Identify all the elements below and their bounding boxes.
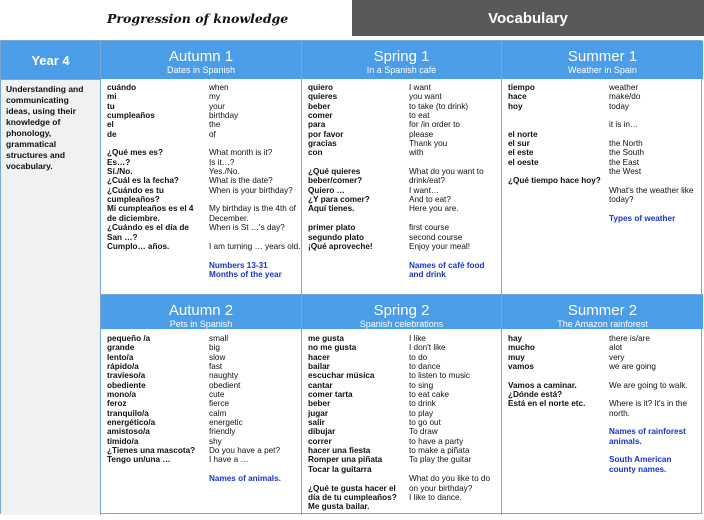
- english-word: for /in order to: [409, 120, 460, 130]
- term-header-spring1: [302, 41, 501, 79]
- spanish-word: ¡Qué aproveche!: [308, 241, 373, 251]
- spanish-word: obediente: [107, 380, 146, 390]
- english-word: We are going to walk.: [609, 380, 688, 390]
- spanish-word: Me gusta bailar.: [308, 502, 370, 512]
- english-vocab-list: [409, 334, 499, 502]
- spanish-word: hace: [508, 92, 527, 102]
- spanish-word: dibujar: [308, 427, 336, 437]
- tab-vocabulary[interactable]: [352, 0, 704, 36]
- divider: [301, 41, 302, 515]
- spanish-word: lento/a: [107, 352, 134, 362]
- english-word: Here you are.: [409, 204, 459, 214]
- term-header-autumn1: [101, 41, 301, 79]
- spanish-word: Vamos a caminar.: [508, 380, 577, 390]
- spacer: [508, 371, 608, 380]
- spanish-word: tranquilo/a: [107, 408, 149, 418]
- term-subtitle: Pets in Spanish: [169, 319, 233, 329]
- spanish-word: salir: [308, 418, 325, 428]
- english-word: What month is it?: [209, 148, 273, 158]
- spanish-word: amistoso/a: [107, 427, 150, 437]
- english-word: Enjoy your meal!: [409, 241, 470, 251]
- english-word: the West: [609, 167, 642, 177]
- term-header-spring2: [302, 295, 501, 329]
- english-word: when: [209, 83, 229, 92]
- spanish-word: tiempo: [508, 83, 535, 92]
- english-word: to have a party: [409, 436, 464, 446]
- spanish-word: Está en el norte etc.: [508, 399, 586, 409]
- english-word: slow: [209, 352, 226, 362]
- english-word: to take (to drink): [409, 101, 469, 111]
- english-word: And to eat?: [409, 195, 451, 205]
- side-description: Understanding and communicating ideas, using their knowledge of phonology, grammatical structures and vocabulary.: [1, 79, 100, 515]
- spacer: [107, 139, 203, 148]
- english-word: When is St …'s day?: [209, 223, 285, 233]
- spanish-word: Aquí tienes.: [308, 204, 355, 214]
- spanish-word: ¿Qué quieres beber/comer?: [308, 167, 363, 186]
- spanish-word: Romper una piñata: [308, 455, 383, 465]
- vocabulary-grid: [0, 40, 702, 514]
- spanish-word: el este: [508, 148, 534, 158]
- spanish-vocab-list: [308, 83, 404, 251]
- year-label: Year 4: [1, 41, 100, 79]
- spanish-word: Mi cumpleaños es el 4 de diciembre.: [107, 204, 194, 223]
- english-word: I like to dance.: [409, 492, 462, 502]
- english-word: my: [209, 92, 220, 102]
- spanish-word: vamos: [508, 362, 534, 372]
- english-word: Do you have a pet?: [209, 446, 281, 456]
- spanish-word: quieres: [308, 92, 338, 102]
- spanish-word: comer: [308, 111, 333, 121]
- term-title: Autumn 2: [168, 302, 234, 319]
- spacer: [609, 130, 697, 139]
- spanish-word: primer plato: [308, 223, 356, 233]
- spacer: [609, 390, 699, 399]
- spacer: [209, 251, 299, 260]
- english-word: make/do: [609, 92, 641, 102]
- spacer: [508, 167, 608, 176]
- english-word: naughty: [209, 371, 239, 381]
- spacer: [409, 214, 499, 223]
- english-vocab-list: [609, 83, 697, 223]
- spanish-word: ¿Qué tiempo hace hoy?: [508, 176, 601, 186]
- english-word: What do you like to do on your birthday?: [409, 474, 491, 493]
- spanish-word: tímido/a: [107, 436, 139, 446]
- term-subtitle: Spanish celebrations: [359, 319, 444, 329]
- english-word: the North: [609, 139, 643, 149]
- english-word: Names of animals.: [209, 474, 281, 484]
- english-word: to listen to music: [409, 371, 470, 381]
- spanish-word: mono/a: [107, 390, 137, 400]
- english-word: fierce: [209, 399, 230, 409]
- spanish-word: rápido/a: [107, 362, 139, 372]
- spanish-word: gracias: [308, 139, 337, 149]
- english-word: second course: [409, 232, 463, 242]
- spanish-vocab-list: [107, 334, 203, 465]
- term-subtitle: In a Spanish café: [366, 65, 437, 75]
- english-word: I want…: [409, 185, 440, 195]
- spanish-vocab-list: [508, 83, 608, 186]
- english-word: big: [209, 343, 220, 353]
- spacer: [409, 158, 499, 167]
- spanish-word: cuándo: [107, 83, 137, 92]
- english-word: I am turning … years old.: [209, 241, 301, 251]
- spacer: [209, 465, 299, 474]
- spacer: [609, 418, 699, 427]
- spanish-word: Sí./No.: [107, 167, 133, 177]
- english-word: to do: [409, 352, 428, 362]
- divider: [501, 41, 502, 515]
- spanish-word: ¿Cuándo es tu cumpleaños?: [107, 185, 164, 205]
- spanish-word: beber: [308, 399, 331, 409]
- english-word: the: [209, 120, 221, 130]
- english-word: to drink: [409, 399, 436, 409]
- spacer: [609, 446, 699, 455]
- spanish-word: ¿Qué mes es?: [107, 148, 163, 158]
- english-word: I like: [409, 334, 426, 343]
- english-word: first course: [409, 223, 450, 233]
- spanish-word: hacer: [308, 352, 330, 362]
- english-word: To draw: [409, 427, 438, 437]
- spacer: [508, 120, 608, 129]
- spanish-word: Es…?: [107, 157, 131, 167]
- english-word: Thank you: [409, 139, 448, 149]
- spanish-word: Quiero …: [308, 185, 345, 195]
- spanish-vocab-list: [107, 83, 203, 251]
- english-word: of: [209, 129, 216, 139]
- spanish-word: grande: [107, 343, 135, 353]
- english-word: to make a piñata: [409, 446, 470, 456]
- english-word: to play: [409, 408, 434, 418]
- term-title: Spring 2: [373, 302, 430, 319]
- spanish-word: ¿Cuándo es el día de San …?: [107, 223, 189, 242]
- english-word: Types of weather: [609, 213, 676, 223]
- english-word: Months of the year: [209, 269, 282, 279]
- spanish-word: quiero: [308, 83, 334, 92]
- english-word: with: [409, 148, 424, 158]
- english-word: your: [209, 101, 225, 111]
- spacer: [209, 195, 299, 204]
- spanish-word: Cumplo… años.: [107, 241, 170, 251]
- english-word: What's the weather like today?: [609, 185, 694, 205]
- english-word: alot: [609, 343, 623, 353]
- term-title: Autumn 1: [168, 48, 234, 65]
- spanish-word: para: [308, 120, 326, 130]
- spacer: [609, 204, 697, 213]
- spanish-vocab-list: [308, 334, 404, 512]
- term-title: Spring 1: [373, 48, 430, 65]
- spacer: [308, 214, 404, 223]
- english-word: the South: [609, 148, 645, 158]
- spanish-word: mucho: [508, 343, 535, 353]
- english-word: weather: [609, 83, 639, 92]
- english-word: Yes./No.: [209, 167, 240, 177]
- english-word: cute: [209, 390, 225, 400]
- english-word: obedient: [209, 380, 241, 390]
- english-word: I have a …: [209, 455, 249, 465]
- english-word: I want: [409, 83, 431, 92]
- english-word: very: [609, 352, 625, 362]
- english-word: to eat cake: [409, 390, 450, 400]
- spanish-word: segundo plato: [308, 232, 364, 242]
- spanish-word: hay: [508, 334, 523, 343]
- term-subtitle: The Amazon rainforest: [557, 319, 648, 329]
- spacer: [409, 251, 499, 260]
- spanish-word: ¿Qué te gusta hacer el día de tu cumpleaños?: [308, 483, 397, 502]
- english-word: Names of café food and drink: [409, 260, 485, 279]
- term-header-summer1: [502, 41, 703, 79]
- english-word: please: [409, 129, 434, 139]
- spacer: [308, 474, 404, 483]
- english-word: My birthday is the 4th of December.: [209, 204, 296, 223]
- spanish-word: ¿Tienes una mascota?: [107, 446, 196, 456]
- spanish-word: pequeño /a: [107, 334, 151, 343]
- english-word: What do you want to drink/eat?: [409, 167, 484, 186]
- english-word: friendly: [209, 427, 236, 437]
- spanish-word: bailar: [308, 362, 330, 372]
- english-word: birthday: [209, 111, 239, 121]
- spanish-word: comer tarta: [308, 390, 353, 400]
- spanish-word: hacer una fiesta: [308, 446, 371, 456]
- english-word: calm: [209, 408, 227, 418]
- spanish-word: energético/a: [107, 418, 156, 428]
- english-vocab-list: [609, 334, 699, 474]
- english-word: to sing: [409, 380, 434, 390]
- english-word: South American county names.: [609, 455, 672, 474]
- spanish-word: jugar: [308, 408, 329, 418]
- spanish-word: Tocar la guitarra: [308, 464, 372, 474]
- spanish-word: con: [308, 148, 323, 158]
- spacer: [409, 465, 499, 474]
- english-word: to eat: [409, 111, 430, 121]
- spanish-word: ¿Cuál es la fecha?: [107, 176, 179, 186]
- spacer: [609, 176, 697, 185]
- english-word: To play the guitar: [409, 455, 472, 465]
- spanish-word: cumpleaños: [107, 111, 155, 121]
- spanish-word: por favor: [308, 129, 344, 139]
- spanish-word: me gusta: [308, 334, 344, 343]
- spanish-word: feroz: [107, 399, 127, 409]
- english-word: to dance: [409, 362, 441, 372]
- spanish-word: muy: [508, 352, 525, 362]
- english-word: fast: [209, 362, 223, 372]
- divider: [100, 41, 101, 515]
- term-title: Summer 2: [567, 302, 638, 319]
- spanish-word: el: [107, 120, 114, 130]
- spanish-word: Tengo un/una …: [107, 455, 171, 465]
- spanish-word: ¿Y para comer?: [308, 195, 370, 205]
- spanish-word: hoy: [508, 101, 523, 111]
- english-vocab-list: [209, 83, 299, 279]
- english-word: What is the date?: [209, 176, 273, 186]
- spanish-word: de: [107, 129, 117, 139]
- spanish-word: travieso/a: [107, 371, 146, 381]
- spacer: [609, 111, 697, 120]
- spanish-word: mi: [107, 92, 117, 102]
- english-word: When is your birthday?: [209, 185, 293, 195]
- spanish-word: ¿Dónde está?: [508, 390, 563, 400]
- spanish-word: tu: [107, 101, 115, 111]
- english-word: Is it…?: [209, 157, 235, 167]
- english-word: there is/are: [609, 334, 650, 343]
- spanish-word: el oeste: [508, 157, 539, 167]
- term-title: Summer 1: [567, 48, 638, 65]
- english-word: it is in…: [609, 120, 639, 130]
- english-word: shy: [209, 436, 222, 446]
- term-subtitle: Weather in Spain: [568, 65, 637, 75]
- tab-progression-of-knowledge[interactable]: [0, 0, 352, 36]
- english-word: small: [209, 334, 229, 343]
- english-word: Where is it? It's in the north.: [609, 399, 688, 418]
- spacer: [209, 139, 299, 148]
- english-word: Numbers 13-31: [209, 260, 268, 270]
- spanish-word: correr: [308, 436, 332, 446]
- spacer: [308, 158, 404, 167]
- spanish-vocab-list: [508, 334, 608, 409]
- spacer: [609, 371, 699, 380]
- tab-progression-label: Progression of knowledge: [107, 10, 289, 26]
- english-word: energetic: [209, 418, 243, 428]
- english-vocab-list: [409, 83, 499, 279]
- english-vocab-list: [209, 334, 299, 484]
- spanish-word: escuchar música: [308, 371, 375, 381]
- spanish-word: no me gusta: [308, 343, 357, 353]
- term-header-autumn2: [101, 295, 301, 329]
- spacer: [508, 111, 608, 120]
- english-word: today: [609, 101, 630, 111]
- english-word: to go out: [409, 418, 441, 428]
- term-header-summer2: [502, 295, 703, 329]
- spanish-word: el norte: [508, 129, 538, 139]
- spanish-word: el sur: [508, 139, 530, 149]
- tab-vocabulary-label: Vocabulary: [488, 9, 568, 27]
- english-word: we are going: [609, 362, 656, 372]
- english-word: Names of rainforest animals.: [609, 427, 686, 446]
- spanish-word: cantar: [308, 380, 333, 390]
- english-word: I don't like: [409, 343, 446, 353]
- spanish-word: beber: [308, 101, 331, 111]
- spacer: [209, 233, 299, 242]
- english-word: the East: [609, 157, 640, 167]
- english-word: you want: [409, 92, 442, 102]
- term-subtitle: Dates in Spanish: [166, 65, 236, 75]
